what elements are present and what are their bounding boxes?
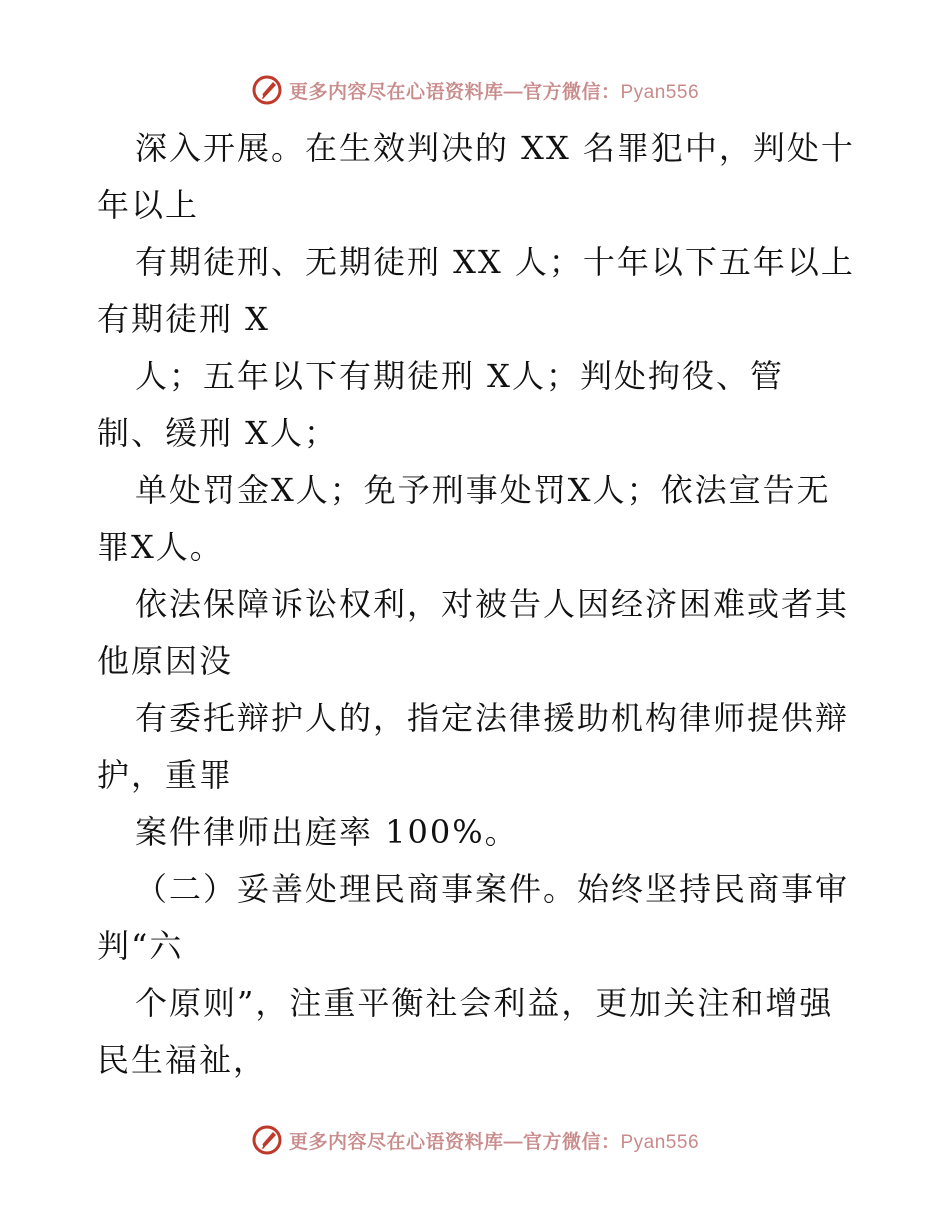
text-line: 深入开展。在生效判决的 XX 名罪犯中，判处十 xyxy=(135,129,855,167)
text-line: 有委托辩护人的，指定法律援助机构律师提供辩 xyxy=(135,699,850,737)
text-line: 罪X人。 xyxy=(97,528,224,566)
document-body xyxy=(97,120,857,1089)
watermark-text: 更多内容尽在心语资料库—官方微信：Pyan556 xyxy=(288,1131,700,1153)
text-line: 有期徒刑 X xyxy=(97,300,270,338)
text-line: 依法保障诉讼权利，对被告人因经济困难或者其 xyxy=(135,585,850,623)
text-line: 护，重罪 xyxy=(97,756,234,794)
text-line: 他原因没 xyxy=(97,642,234,680)
text-line: （二）妥善处理民商事案件。始终坚持民商事审 xyxy=(135,870,850,908)
text-line: 人；五年以下有期徒刑 X人；判处拘役、管 xyxy=(135,357,784,395)
text-line: 制、缓刑 X人； xyxy=(97,414,338,452)
watermark-text: 更多内容尽在心语资料库—官方微信：Pyan556 xyxy=(288,81,700,103)
text-line: 有期徒刑、无期徒刑 XX 人；十年以下五年以上 xyxy=(135,243,855,281)
text-line: 判“六 xyxy=(97,927,184,965)
header-watermark xyxy=(0,70,950,110)
text-line: 单处罚金X人；免予刑事处罚X人；依法宣告无 xyxy=(135,471,831,509)
quill-pen-seal-icon xyxy=(251,1124,283,1156)
text-line: 年以上 xyxy=(97,186,200,224)
text-line: 民生福祉， xyxy=(97,1041,268,1079)
text-line: 个原则”，注重平衡社会利益，更加关注和增强 xyxy=(135,984,834,1022)
footer-watermark xyxy=(0,1120,950,1160)
text-line: 案件律师出庭率 100%。 xyxy=(135,813,519,851)
quill-pen-seal-icon xyxy=(251,74,283,106)
